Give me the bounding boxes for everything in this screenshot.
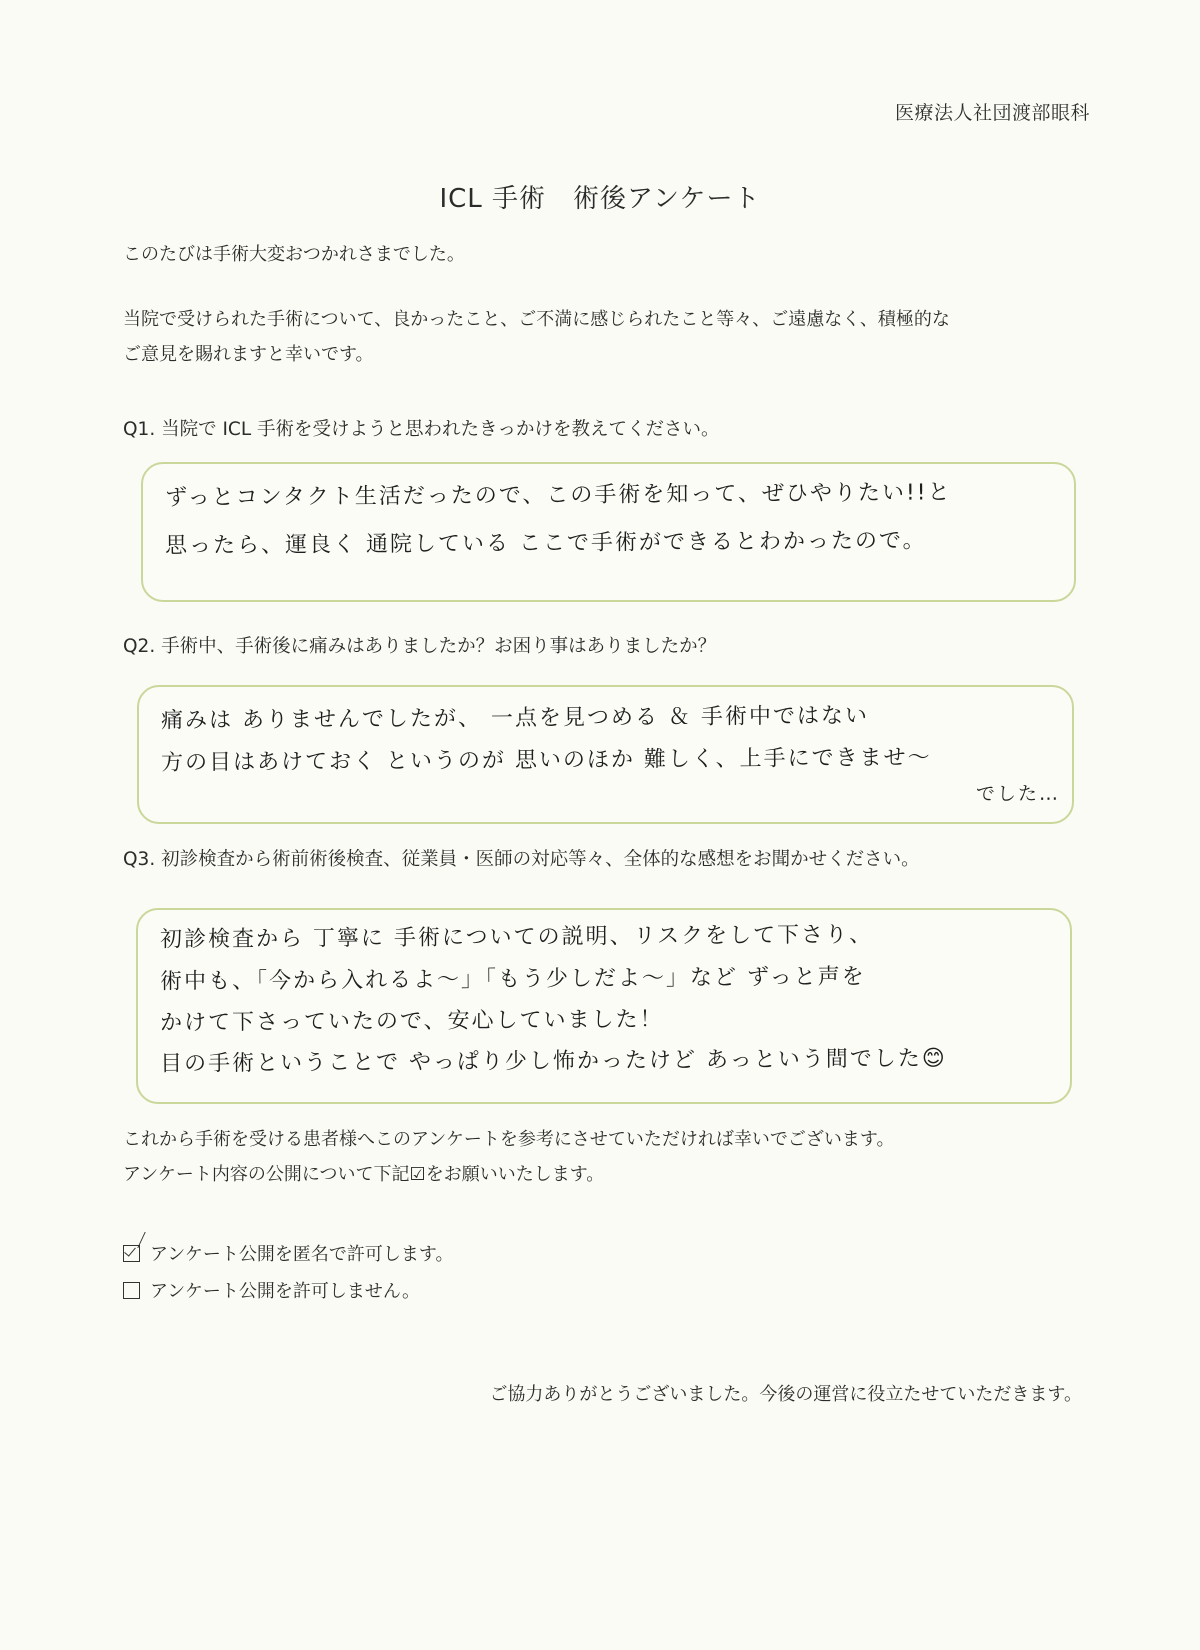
- question-3-answer-line-1: 初診検査から 丁寧に 手術についての説明、リスクをして下さり、: [159, 922, 874, 953]
- question-2-answer-line-1: 痛みは ありませんでしたが、 一点を見つめる ＆ 手術中ではない: [160, 703, 870, 734]
- question-3-label: Q3. 初診検査から術前術後検査、従業員・医師の対応等々、全体的な感想をお聞かせください。: [123, 849, 920, 870]
- checkbox-allow-anonymous[interactable]: [123, 1245, 140, 1262]
- question-1-answer-box[interactable]: [141, 462, 1076, 602]
- option-deny-publication-label: アンケート公開を許可しません。: [150, 1281, 420, 1302]
- question-1-label: Q1. 当院で ICL 手術を受けようと思われたきっかけを教えてください。: [123, 419, 720, 440]
- question-1-answer-line-1: ずっとコンタクト生活だったので、この手術を知って、ぜひやりたい!!と: [164, 480, 952, 511]
- option-allow-anonymous-label: アンケート公開を匿名で許可します。: [150, 1244, 454, 1265]
- question-2-answer-line-2: 方の目はあけておく というのが 思いのほか 難しく、上手にできませ〜: [160, 745, 932, 776]
- question-3-answer-line-3: かけて下さっていたので、安心していました！: [159, 1007, 664, 1036]
- closing-line-1: これから手術を受ける患者様へこのアンケートを参考にさせていただければ幸いでございます。: [123, 1129, 895, 1150]
- question-2-answer-box[interactable]: [137, 685, 1074, 824]
- footer-thanks: ご協力ありがとうございました。今後の運営に役立たせていただきます。: [489, 1384, 1082, 1405]
- question-2-answer-line-3: でした…: [975, 782, 1061, 806]
- option-deny-publication[interactable]: [123, 1277, 420, 1303]
- intro-request-line1: 当院で受けられた手術について、良かったこと、ご不満に感じられたこと等々、ご遠慮なく、積極的な: [123, 309, 950, 330]
- intro-request-line2: ご意見を賜れますと幸いです。: [123, 344, 374, 365]
- question-2-label: Q2. 手術中、手術後に痛みはありましたか？お困り事はありましたか？: [123, 636, 717, 657]
- clinic-name: 医療法人社団渡部眼科: [894, 102, 1090, 124]
- handwritten-check-mark-icon: [125, 1232, 145, 1248]
- checkbox-deny-publication[interactable]: [123, 1282, 140, 1299]
- question-3-answer-line-4: 目の手術ということで やっぱり少し怖かったけど あっという間でした😊: [159, 1046, 947, 1077]
- page-title: ICL 手術 術後アンケート: [439, 184, 761, 214]
- question-1-answer-line-2: 思ったら、運良く 通院している ここで手術ができるとわかったので。: [164, 528, 927, 559]
- option-allow-anonymous[interactable]: [123, 1240, 453, 1266]
- question-3-answer-line-2: 術中も、「今から入れるよ〜」「もう少しだよ〜」など ずっと声を: [159, 964, 866, 995]
- closing-line-2: アンケート内容の公開について下記☑をお願いいたします。: [123, 1164, 605, 1185]
- intro-greeting: このたびは手術大変おつかれさまでした。: [123, 244, 465, 265]
- question-3-answer-box[interactable]: [136, 908, 1072, 1104]
